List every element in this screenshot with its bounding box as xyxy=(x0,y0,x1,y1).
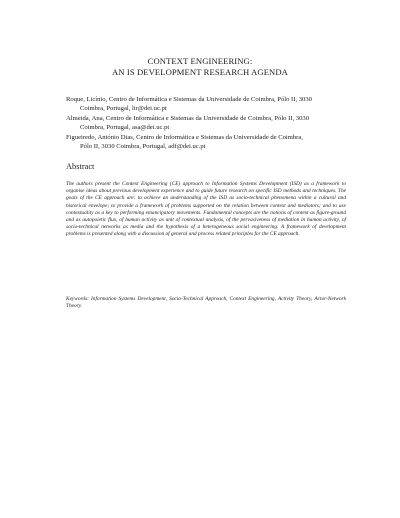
author-affiliation-line-1: Figueiredo, António Dias, Centro de Informática e Sistemas da Universidade de Coimbra, xyxy=(66,134,303,141)
author-affiliation-line-2: Coimbra, Portugal, asa@dei.uc.pt xyxy=(80,123,170,131)
paper-title-line-2: AN IS DEVELOPMENT RESEARCH AGENDA xyxy=(112,67,288,77)
keywords-paragraph: Keywords: Information Systems Development, Socio-Technical Approach, Context Engineering, Activity Theory, Actor-Network Theory. xyxy=(66,296,346,310)
paper-title-line-1: CONTEXT ENGINEERING: xyxy=(147,56,253,66)
author-affiliation-line-1: Almeida, Ana, Centro de Informática e Sistemas da Universidade de Coimbra, Pólo II, 3030 xyxy=(66,115,309,122)
author-entry xyxy=(66,115,366,132)
author-affiliation-line-1: Roque, Licínio, Centro de Informática e Sistemas da Universidade de Coimbra, Pólo II, 3030 xyxy=(66,96,312,103)
author-entry xyxy=(66,96,366,113)
author-affiliation-line-2: Coimbra, Portugal, lir@dei.uc.pt xyxy=(80,104,167,112)
author-affiliation-line-2: Pólo II, 3030 Coimbra, Portugal, adf@dei.uc.pt xyxy=(80,142,206,150)
author-entry xyxy=(66,134,366,151)
abstract-body: The authors present the Context Engineering (CE) approach to Information Systems Development (ISD) as a framework to organise ideas about previous development experience and to guide future research on specific ISD methods and techniques. The goals of the CE approach are: to achieve an understanding of the ISD as socio-technical phenomena within a cultural and historical envelope; to provide a framework of problems supported on the relation between context and mediators; and to use contextuality as a key to performing emancipatory movements. Fundamental concepts are the notions of context as figure-ground and as autopoietic flux, of human activity as unit of contextual analysis, of the pervasiveness of mediation in human activity, of socio-technical networks as media and the hypothesis of a heterogeneous social engineering. A framework of development problems is presented along with a discussion of general and process related principles for the CE approach. xyxy=(66,181,346,238)
abstract-heading: Abstract xyxy=(66,162,95,171)
